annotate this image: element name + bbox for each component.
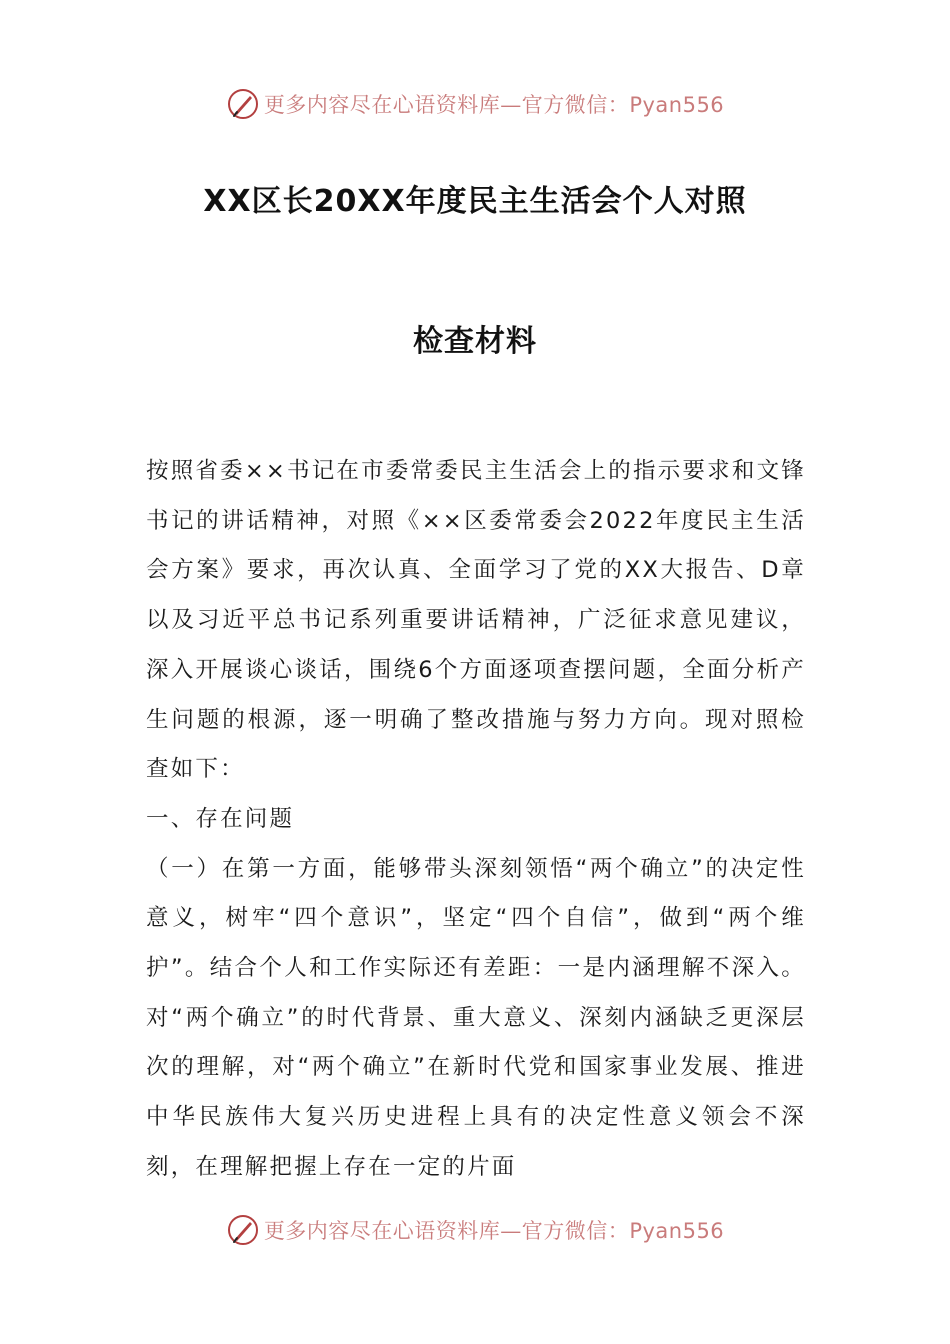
watermark-text: 更多内容尽在心语资料库—官方微信：Pyan556	[263, 93, 725, 117]
watermark-wechat-id: Pyan556	[629, 93, 725, 117]
document-body	[146, 447, 806, 1193]
watermark-banner-top	[0, 82, 950, 126]
document-title-line-1: XX区长20XX年度民主生活会个人对照	[203, 184, 747, 219]
section-paragraph: （一）在第一方面，能够带头深刻领悟“两个确立”的决定性意义，树牢“四个意识”，坚定“四个自信”，做到“两个维护”。结合个人和工作实际还有差距：一是内涵理解不深入。对“两个确立”的时代背景、重大意义、深刻内涵缺乏更深层次的理解，对“两个确立”在新时代党和国家事业发展、推进中华民族伟大复兴历史进程上具有的决定性意义领会不深刻，在理解把握上存在一定的片面	[146, 855, 806, 1180]
watermark-wechat-id: Pyan556	[629, 1219, 725, 1243]
watermark-banner-bottom	[0, 1208, 950, 1252]
document-title-line-2: 检查材料	[413, 324, 537, 359]
intro-paragraph: 按照省委××书记在市委常委民主生活会上的指示要求和文锋书记的讲话精神，对照《××区委常委会2022年度民主生活会方案》要求，再次认真、全面学习了党的XX大报告、D章以及习近平总书记系列重要讲话精神，广泛征求意见建议，深入开展谈心谈话，围绕6个方面逐项查摆问题，全面分析产生问题的根源，逐一明确了整改措施与努力方向。现对照检查如下：	[146, 458, 806, 783]
quill-logo-icon	[226, 1213, 260, 1247]
section-heading: 一、存在问题	[146, 805, 295, 832]
quill-logo-icon	[226, 87, 260, 121]
watermark-text: 更多内容尽在心语资料库—官方微信：Pyan556	[263, 1219, 725, 1243]
